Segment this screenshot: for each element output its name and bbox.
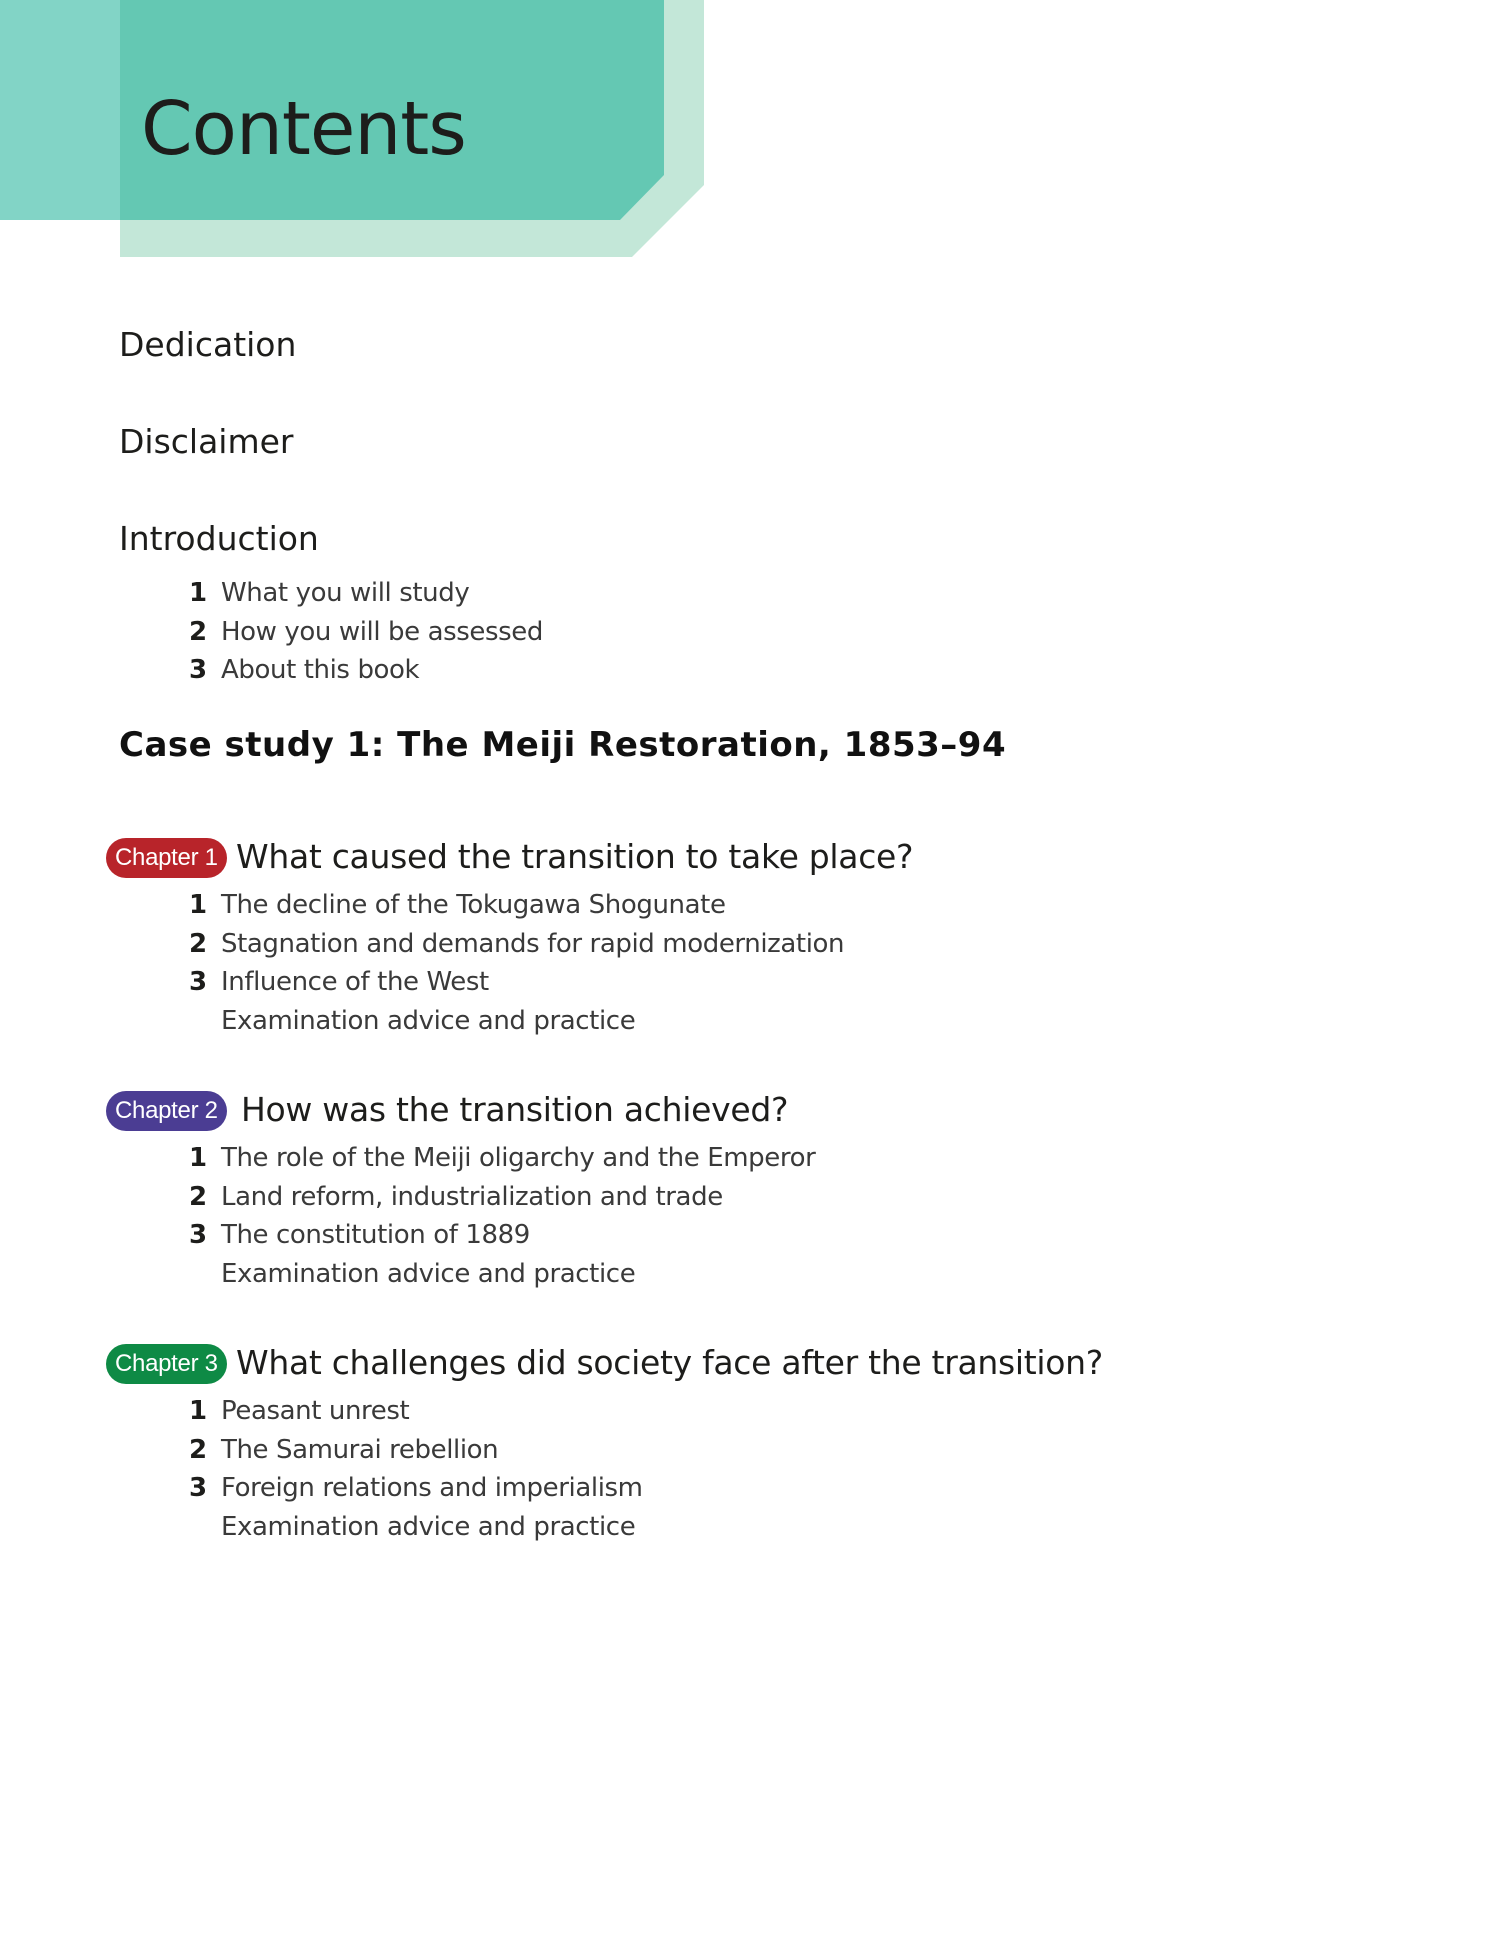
chapter-2-heading[interactable] (106, 1085, 1406, 1135)
item-number: 2 (189, 928, 208, 959)
item-text: The decline of the Tokugawa Shogunate (221, 890, 726, 920)
toc-dedication[interactable]: Dedication (119, 325, 297, 364)
case-study-title[interactable]: Case study 1: The Meiji Restoration, 1853–94 (119, 725, 1007, 765)
toc-introduction[interactable]: Introduction (119, 519, 319, 558)
item-text: Examination advice and practice (221, 1258, 636, 1289)
chapter-1-heading[interactable] (106, 832, 1406, 882)
item-text: About this book (221, 655, 420, 685)
item-text: Examination advice and practice (221, 1005, 636, 1036)
header-band-light-shape (0, 0, 120, 220)
item-text: Land reform, industrialization and trade (221, 1181, 723, 1212)
item-number: 2 (189, 1181, 208, 1212)
item-number: 3 (189, 1473, 208, 1503)
chapter-1-badge: Chapter 1 (106, 838, 227, 878)
item-text: What you will study (221, 578, 470, 608)
item-text: Influence of the West (221, 967, 489, 997)
chapter-3-heading[interactable] (106, 1338, 1406, 1388)
toc-disclaimer[interactable]: Disclaimer (119, 422, 294, 461)
item-text: Stagnation and demands for rapid modernization (221, 928, 845, 959)
chapter-2-title: How was the transition achieved? (241, 1090, 789, 1129)
chapter-3-badge: Chapter 3 (106, 1344, 227, 1384)
chapter-2-badge: Chapter 2 (106, 1091, 227, 1131)
item-number: 1 (189, 1396, 208, 1426)
item-text: Foreign relations and imperialism (221, 1473, 643, 1503)
item-number: 2 (189, 1434, 208, 1465)
item-text: How you will be assessed (221, 616, 544, 647)
item-text: Examination advice and practice (221, 1511, 636, 1542)
chapter-3-title: What challenges did society face after the transition? (236, 1343, 1103, 1382)
item-number: 1 (189, 578, 208, 608)
item-number: 1 (189, 1143, 208, 1173)
page-title: Contents (141, 86, 466, 172)
item-number: 3 (189, 1220, 208, 1250)
item-number: 3 (189, 655, 208, 685)
item-number: 3 (189, 967, 208, 997)
item-text: The constitution of 1889 (221, 1220, 530, 1250)
item-text: The Samurai rebellion (221, 1434, 499, 1465)
item-text: The role of the Meiji oligarchy and the Emperor (221, 1143, 816, 1173)
chapter-1-title: What caused the transition to take place? (236, 837, 914, 876)
item-number: 2 (189, 616, 208, 647)
item-number: 1 (189, 890, 208, 920)
item-text: Peasant unrest (221, 1396, 410, 1426)
